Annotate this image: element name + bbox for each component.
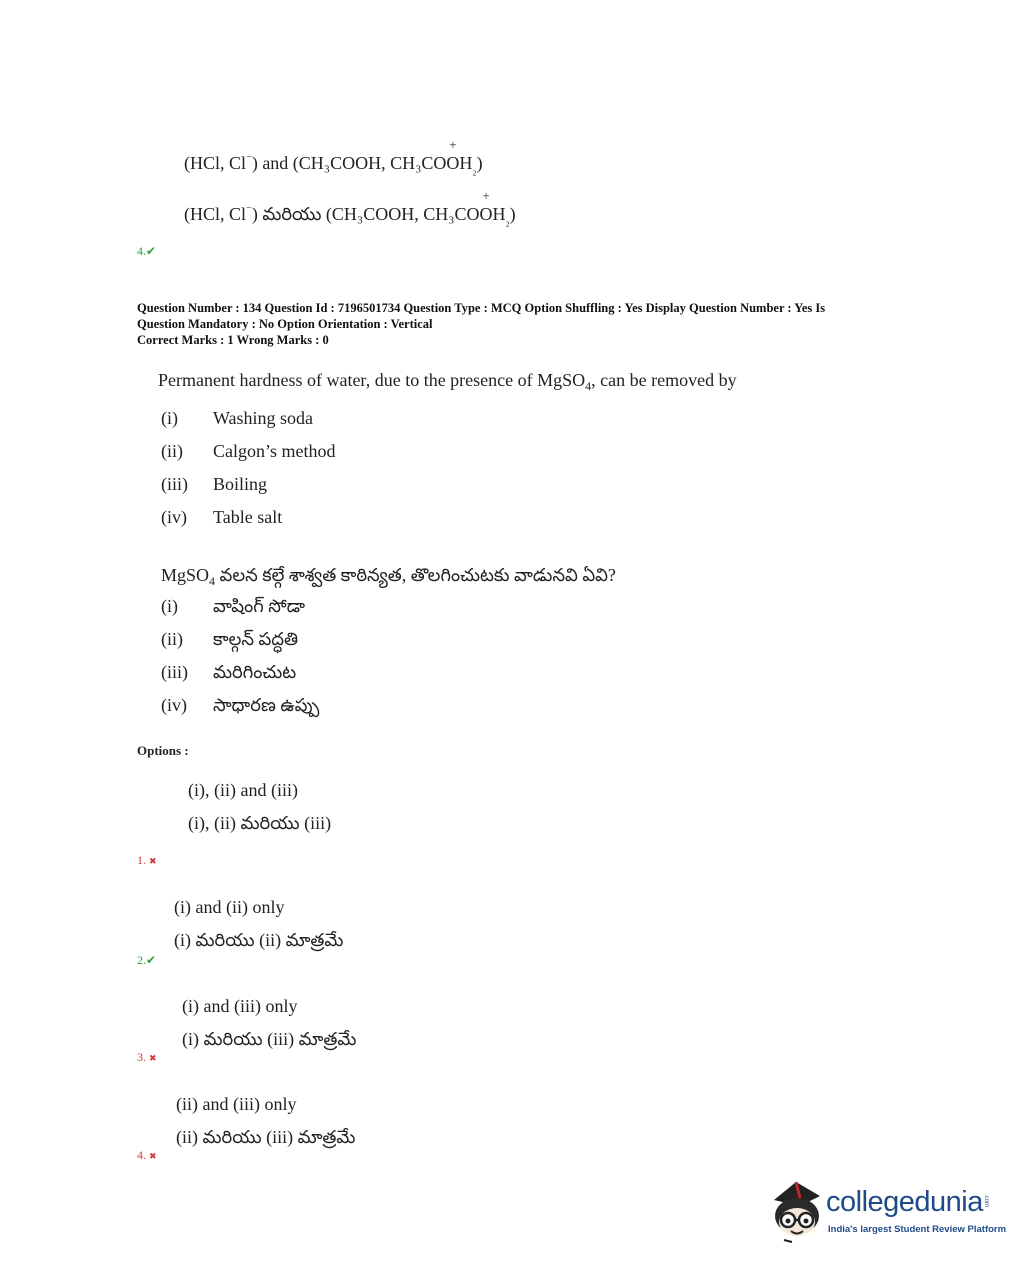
logo-tld: .com <box>983 1194 989 1208</box>
option-1-number: 1. ✖ <box>137 853 157 867</box>
question-stem-en: Permanent hardness of water, due to the presence of MgSO$_4$, can be removed by <box>158 370 737 393</box>
wrong-cross-icon: ✖ <box>149 856 157 866</box>
list-item: (ii) కాల్గన్ పద్ధతి <box>161 629 299 649</box>
question-meta: Question Number : 134 Question Id : 7196501734 Question Type : MCQ Option Shuffling : Yes Display Question Number : Yes Is Question Mandatory : No Option Orientation : Vertical Correct Marks : 1 Wrong Marks : 0 <box>137 301 826 347</box>
correct-check-icon: ✔ <box>146 244 157 258</box>
list-item: (iv) సాధారణ ఉప్పు <box>161 695 320 715</box>
list-item: (iii) Boiling <box>161 474 268 494</box>
collegedunia-logo <box>766 1176 1007 1248</box>
option-4-en: (ii) and (iii) only <box>176 1094 297 1114</box>
wrong-cross-icon: ✖ <box>149 1151 157 1161</box>
logo-wordmark: collegedunia <box>826 1186 983 1218</box>
options-label: Options : <box>137 743 189 758</box>
option-2-en: (i) and (ii) only <box>174 897 285 917</box>
list-item: (i) Washing soda <box>161 408 314 428</box>
prev-option-en: (HCl, Cl⁻) and (CH₃COOH, CH₃CO + $OH_{_2}$) <box>184 137 483 176</box>
list-item: (iii) మరిగించుట <box>161 662 297 682</box>
option-4-te: (ii) మరియు (iii) మాత్రమే <box>176 1127 356 1147</box>
option-3-te: (i) మరియు (iii) మాత్రమే <box>182 1029 357 1049</box>
list-item: (i) వాషింగ్ సోడా <box>161 596 305 616</box>
list-item: (ii) Calgon’s method <box>161 441 336 461</box>
option-2-te: (i) మరియు (ii) మాత్రమే <box>174 930 344 950</box>
option-3-en: (i) and (iii) only <box>182 996 298 1016</box>
question-stem-te: MgSO$_4$ వలన కల్గే శాశ్వత కాఠిన్యత, తొలగించుటకు వాడునవి ఏవి? <box>161 565 616 588</box>
items-te-list <box>161 596 319 728</box>
list-item: (iv) Table salt <box>161 507 283 527</box>
logo-tagline: India's largest Student Review Platform <box>828 1224 1007 1235</box>
prev-option-te: (HCl, Cl⁻) మరియు (CH₃COOH, CH₃CO + $OH_{_2}$) <box>184 188 516 227</box>
option-1-te: (i), (ii) మరియు (iii) <box>188 813 332 833</box>
option-3-number: 3. ✖ <box>137 1050 157 1064</box>
option-2-number: 2.✔ <box>137 953 157 967</box>
mascot-icon <box>766 1176 828 1246</box>
prev-option-number: 4.✔ <box>137 244 157 258</box>
correct-check-icon: ✔ <box>146 953 157 967</box>
wrong-cross-icon: ✖ <box>149 1053 157 1063</box>
items-en-list <box>161 408 336 540</box>
option-4-number: 4. ✖ <box>137 1148 157 1162</box>
option-1-en: (i), (ii) and (iii) <box>188 780 298 800</box>
